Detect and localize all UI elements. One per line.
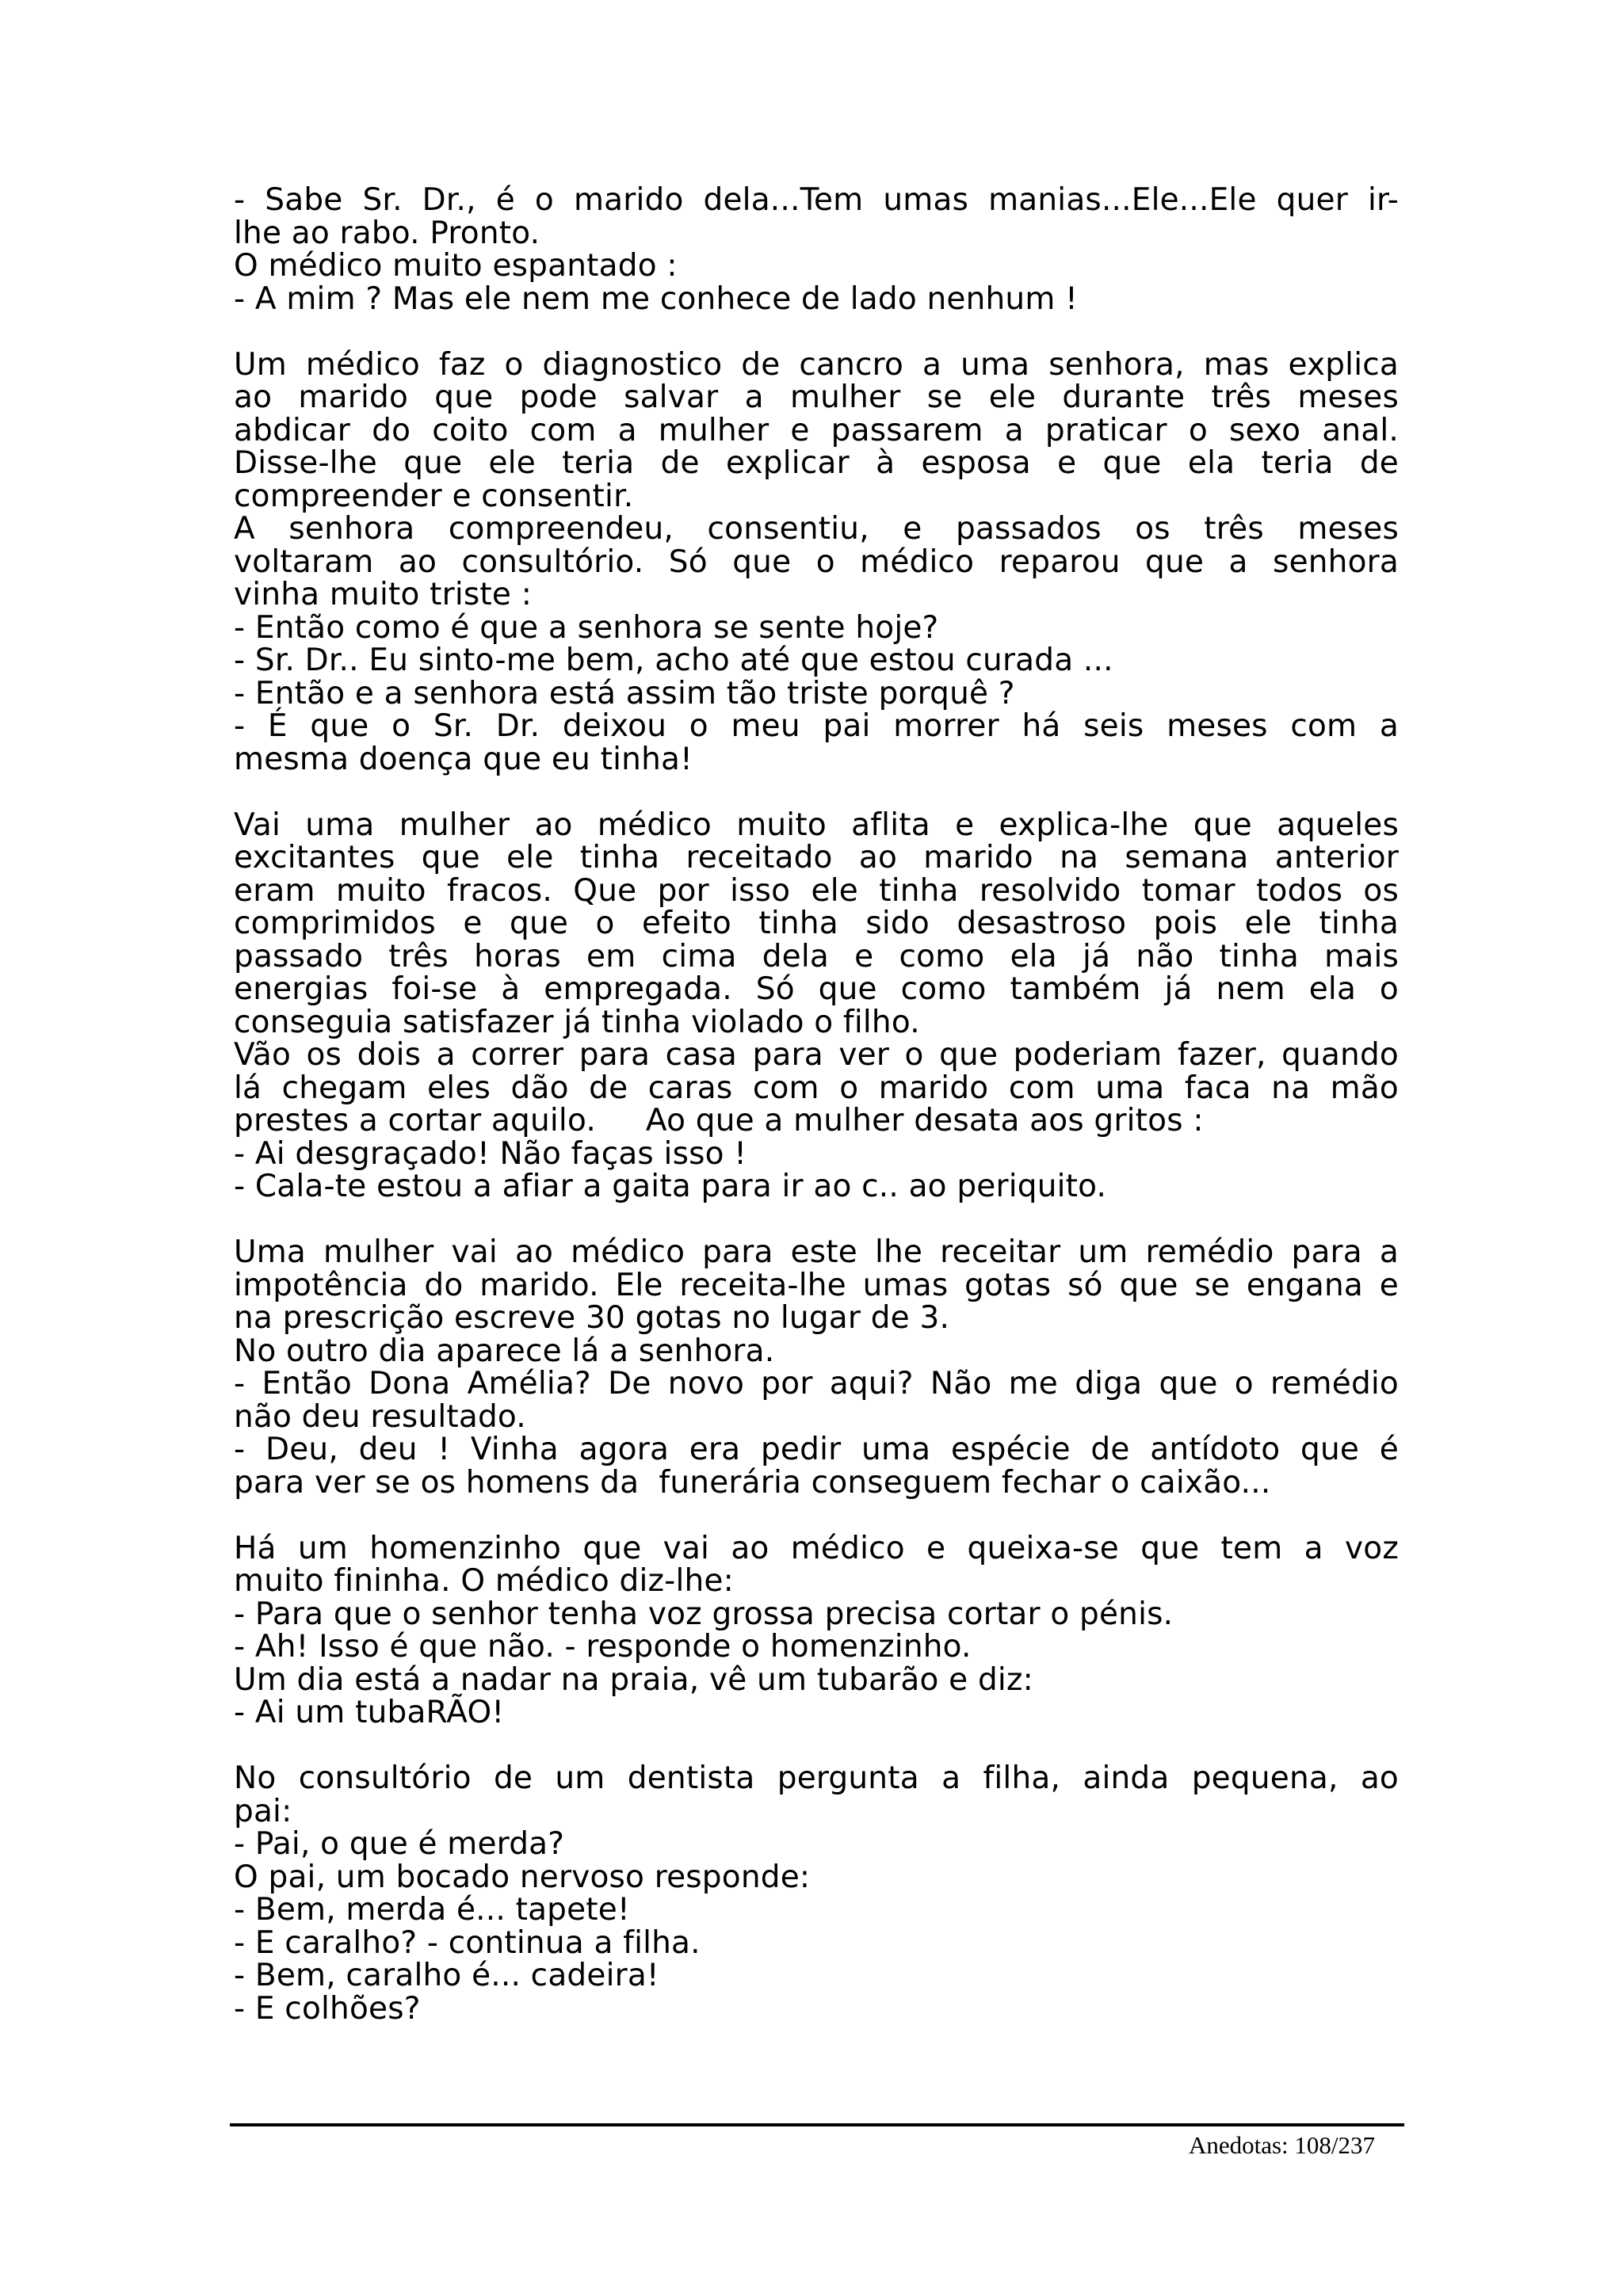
text-line: não deu resultado.: [234, 1398, 526, 1435]
text-line: vinha muito triste :: [234, 577, 533, 612]
text-line: lá chegam eles dão de caras com o marido com uma faca na mão: [234, 1070, 1399, 1106]
text-line: A senhora compreendeu, consentiu, e passados os três meses: [234, 511, 1399, 547]
text-line: - Bem, caralho é... cadeira!: [234, 1958, 659, 1993]
text-line: abdicar do coito com a mulher e passarem a praticar o sexo anal.: [234, 412, 1399, 448]
text-line: - Então e a senhora está assim tão triste porquê ?: [234, 675, 1015, 711]
text-line: No consultório de um dentista pergunta a filha, ainda pequena, ao: [234, 1760, 1399, 1796]
text-line: - Ai um tubaRÃO!: [234, 1695, 505, 1730]
text-line: energias foi-se à empregada. Só que como também já nem ela o: [234, 971, 1399, 1007]
text-line: Um médico faz o diagnostico de cancro a uma senhora, mas explica: [234, 346, 1399, 383]
joke-paragraph: [234, 346, 1399, 777]
text-line: - É que o Sr. Dr. deixou o meu pai morrer há seis meses com a: [234, 708, 1399, 744]
text-line: - A mim ? Mas ele nem me conhece de lado nenhum !: [234, 280, 1078, 317]
text-line: Há um homenzinho que vai ao médico e queixa-se que tem a voz: [234, 1530, 1399, 1566]
text-line: Disse-lhe que ele teria de explicar à esposa e que ela teria de: [234, 445, 1399, 481]
text-line: impotência do marido. Ele receita-lhe umas gotas só que se engana e: [234, 1267, 1399, 1303]
text-line: comprimidos e que o efeito tinha sido desastroso pois ele tinha: [234, 906, 1399, 941]
text-line: - Sr. Dr.. Eu sinto-me bem, acho até que estou curada ...: [234, 643, 1113, 678]
text-line: - Então Dona Amélia? De novo por aqui? Não me diga que o remédio: [234, 1366, 1399, 1402]
text-line: passado três horas em cima dela e como ela já não tinha mais: [234, 938, 1399, 974]
text-line: compreender e consentir.: [234, 478, 634, 514]
text-line: - Ai desgraçado! Não faças isso !: [234, 1135, 747, 1172]
text-line: para ver se os homens da funerária conseguem fechar o caixão...: [234, 1464, 1271, 1501]
text-line: - Para que o senhor tenha voz grossa precisa cortar o pénis.: [234, 1596, 1174, 1632]
joke-paragraph: [234, 1762, 1399, 2025]
joke-paragraph: [234, 1532, 1399, 1730]
joke-paragraph: [234, 184, 1399, 315]
text-line: eram muito fracos. Que por isso ele tinha resolvido tomar todos os: [234, 872, 1399, 909]
text-line: O pai, um bocado nervoso responde:: [234, 1859, 811, 1895]
text-line: - Deu, deu ! Vinha agora era pedir uma espécie de antídoto que é: [234, 1432, 1399, 1467]
text-line: excitantes que ele tinha receitado ao marido na semana anterior: [234, 840, 1399, 875]
joke-paragraph: [234, 809, 1399, 1203]
text-line: ao marido que pode salvar a mulher se ele durante três meses: [234, 379, 1399, 415]
text-line: Uma mulher vai ao médico para este lhe receitar um remédio para a: [234, 1234, 1399, 1270]
text-line: conseguia satisfazer já tinha violado o filho.: [234, 1004, 920, 1040]
text-line: Vai uma mulher ao médico muito aflita e explica-lhe que aqueles: [234, 807, 1399, 843]
footer-divider: [230, 2123, 1404, 2126]
document-body: [234, 184, 1399, 2058]
text-line: muito fininha. O médico diz-lhe:: [234, 1563, 734, 1599]
text-line: lhe ao rabo. Pronto.: [234, 215, 540, 251]
text-line: - Pai, o que é merda?: [234, 1826, 565, 1862]
text-line: - Cala-te estou a afiar a gaita para ir ao c.. ao periquito.: [234, 1169, 1107, 1204]
text-line: - E caralho? - continua a filha.: [234, 1924, 701, 1961]
text-line: voltaram ao consultório. Só que o médico reparou que a senhora: [234, 543, 1399, 580]
text-line: - E colhões?: [234, 1990, 421, 2027]
text-line: Um dia está a nadar na praia, vê um tubarão e diz:: [234, 1661, 1033, 1698]
text-line: No outro dia aparece lá a senhora.: [234, 1333, 775, 1369]
text-line: - Então como é que a senhora se sente hoje?: [234, 609, 939, 646]
text-line: na prescrição escreve 30 gotas no lugar de 3.: [234, 1300, 950, 1336]
text-line: - Ah! Isso é que não. - responde o homenzinho.: [234, 1629, 972, 1665]
page-footer-label: Anedotas: 108/237: [1188, 2131, 1375, 2159]
text-line: pai:: [234, 1793, 292, 1829]
text-line: prestes a cortar aquilo. Ao que a mulher desata aos gritos :: [234, 1103, 1204, 1138]
text-line: O médico muito espantado :: [234, 248, 678, 284]
text-line: mesma doença que eu tinha!: [234, 741, 693, 777]
joke-paragraph: [234, 1236, 1399, 1499]
text-line: Vão os dois a correr para casa para ver o que poderiam fazer, quando: [234, 1037, 1399, 1073]
text-line: - Bem, merda é... tapete!: [234, 1892, 630, 1928]
text-line: - Sabe Sr. Dr., é o marido dela...Tem umas manias...Ele...Ele quer ir-: [234, 182, 1399, 218]
